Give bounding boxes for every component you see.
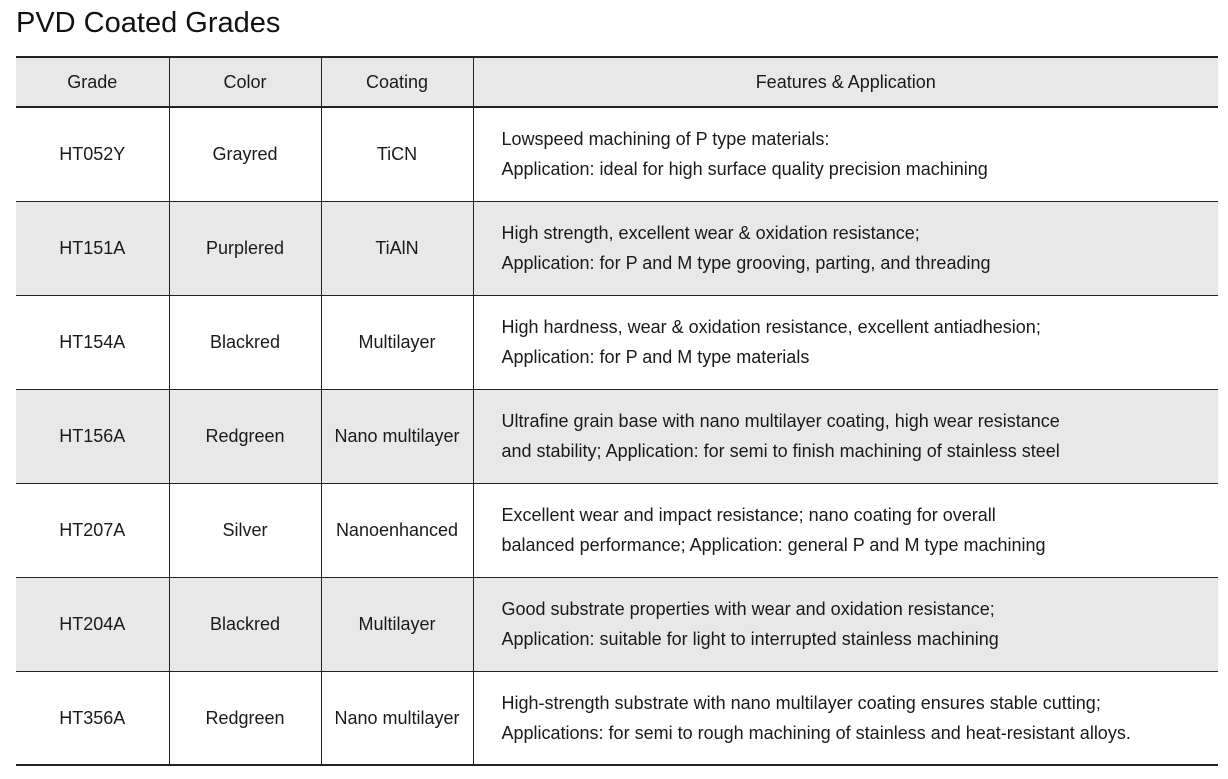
coating-cell: TiAlN [321,201,473,295]
features-cell [473,671,1218,765]
coating-cell: Nano multilayer [321,671,473,765]
features-line: Application: for P and M type grooving, parting, and threading [501,253,991,273]
column-header-grade: Grade [16,57,169,107]
features-line: High strength, excellent wear & oxidation resistance; [501,223,920,243]
features-line: High-strength substrate with nano multilayer coating ensures stable cutting; [501,692,1101,713]
features-line: Applications: for semi to rough machining of stainless and heat-resistant alloys. [501,722,1131,743]
coating-cell: Nano multilayer [321,389,473,483]
grade-cell: HT154A [16,295,169,389]
table-row [16,107,1218,201]
coating-cell: Multilayer [321,577,473,671]
grades-table [16,56,1218,766]
features-cell [473,483,1218,577]
features-line: Application: ideal for high surface quality precision machining [501,159,988,180]
table-row [16,389,1218,483]
coating-cell: Nanoenhanced [321,483,473,577]
features-line: High hardness, wear & oxidation resistance, excellent antiadhesion; [501,317,1041,337]
features-cell [473,201,1218,295]
grade-cell: HT207A [16,483,169,577]
grade-cell: HT151A [16,201,169,295]
features-line: Good substrate properties with wear and oxidation resistance; [501,599,995,619]
features-cell [473,389,1218,483]
features-cell [473,577,1218,671]
coating-cell: Multilayer [321,295,473,389]
features-line: Excellent wear and impact resistance; nano coating for overall [501,505,996,525]
features-line: balanced performance; Application: general P and M type machining [501,535,1046,555]
color-cell: Redgreen [169,389,321,483]
table-row [16,483,1218,577]
features-line: Application: suitable for light to interrupted stainless machining [501,629,999,649]
grade-cell: HT204A [16,577,169,671]
table-row [16,577,1218,671]
color-cell: Redgreen [169,671,321,765]
grade-cell: HT156A [16,389,169,483]
table-row [16,295,1218,389]
features-cell [473,107,1218,201]
grade-cell: HT356A [16,671,169,765]
column-header-color: Color [169,57,321,107]
color-cell: Purplered [169,201,321,295]
features-line: Lowspeed machining of P type materials: [501,129,830,150]
features-cell [473,295,1218,389]
color-cell: Grayred [169,107,321,201]
features-line: Ultrafine grain base with nano multilayer coating, high wear resistance [501,411,1060,431]
color-cell: Blackred [169,577,321,671]
column-header-coating: Coating [321,57,473,107]
color-cell: Blackred [169,295,321,389]
color-cell: Silver [169,483,321,577]
column-header-features: Features & Application [473,57,1218,107]
table-row [16,201,1218,295]
features-line: Application: for P and M type materials [501,347,810,367]
table-header-row [16,57,1218,107]
grade-cell: HT052Y [16,107,169,201]
features-line: and stability; Application: for semi to finish machining of stainless steel [501,441,1060,461]
page-title: PVD Coated Grades [16,7,281,39]
coating-cell: TiCN [321,107,473,201]
table-row [16,671,1218,765]
